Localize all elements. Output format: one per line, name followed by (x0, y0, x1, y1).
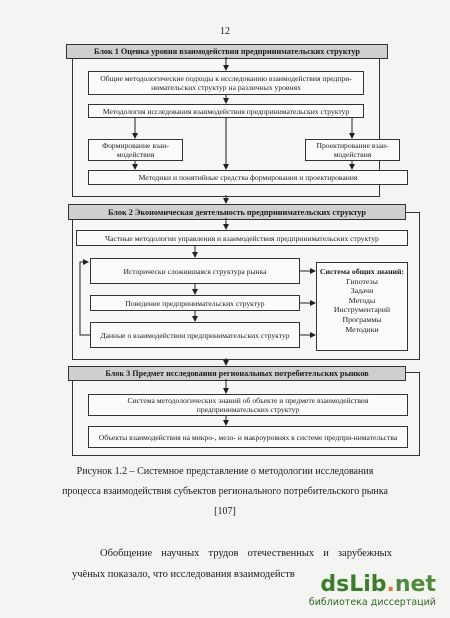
system-item: Инструментарий (333, 305, 391, 315)
block1-methodology-box: Методология исследования взаимодействия предпринимательских структур (88, 104, 364, 118)
block1-title: Блок 1 Оценка уровня взаимодействия предпринимательских структур (66, 44, 388, 59)
system-item: Методы (348, 295, 376, 305)
block2-market-structure-box: Исторически сложившаяся структура рынка (90, 258, 300, 284)
watermark (309, 572, 436, 608)
system-knowledge-title: Система общих знаний: (319, 267, 405, 276)
system-item: Задачи (350, 286, 374, 296)
block2-interaction-data-box: Данные о взаимодействии предпринимательских структур (90, 322, 300, 348)
system-item: Методики (345, 324, 379, 334)
watermark-logo-dot: . (386, 572, 395, 597)
block1-methods-box: Методики и понятийные средства формирования и проектирования (88, 170, 408, 185)
watermark-logo-tld: net (394, 572, 436, 597)
body-paragraph-text: Обобщение научных трудов отечественных и зарубежных учёных показало, что исследования взаимодейств (72, 548, 392, 580)
block3-objects-box: Объекты взаимодействия на микро-, мезо- и макроуровнях в системе предпри-нимательства (88, 426, 408, 448)
watermark-logo-main: dsLib (320, 572, 387, 597)
block2-title: Блок 2 Экономическая деятельность предпринимательских структур (68, 204, 406, 220)
block1-formation-box: Формирование взаи-модействия (88, 139, 183, 161)
block3-title: Блок 3 Предмет исследования региональных потребительских рынков (68, 366, 406, 381)
block2-private-methodologies-box: Частные методологии управления и взаимодействия предпринимательских структур (76, 230, 408, 246)
watermark-logo[interactable] (309, 572, 436, 597)
block3-knowledge-system-box: Система методологических знаний об объекте и предмете взаимодействия предпринимательских структур (88, 394, 408, 416)
watermark-subtitle: библиотека диссертаций (308, 597, 436, 608)
figure-caption: Рисунок 1.2 – Системное представление о методологии исследования процесса взаимодействия субъектов регионального потребительского рынка [107] (62, 466, 388, 517)
system-item: Программы (342, 314, 382, 324)
system-item: Гипотезы (346, 276, 378, 286)
page-number: 12 (220, 26, 230, 37)
block1-design-box: Проектирование взаи-модействия (305, 139, 400, 161)
block1-approaches-box: Общие методологические подходы к исследованию взаимодействия предпри-нимательских структур на различных уровнях (88, 71, 364, 95)
block2-behavior-box: Поведение предпринимательских структур (90, 295, 300, 311)
